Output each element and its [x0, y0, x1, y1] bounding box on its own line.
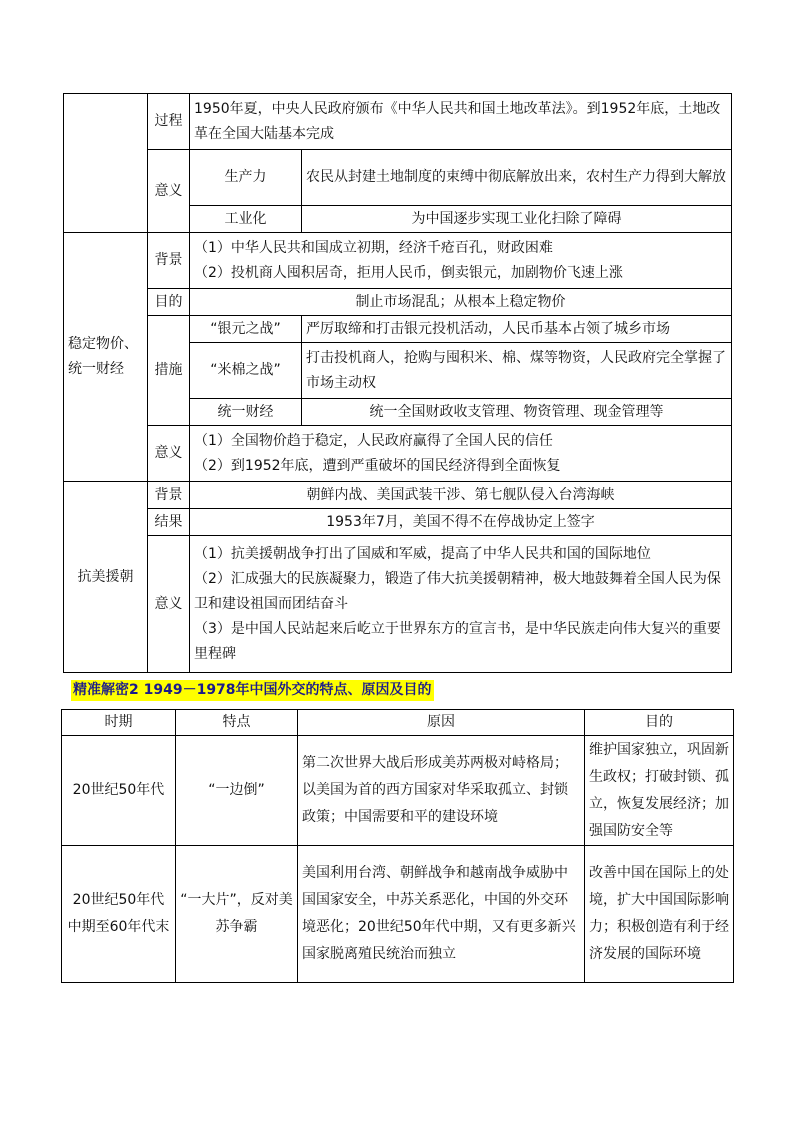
table-row: [64, 482, 732, 509]
header-reason: 原因: [298, 710, 585, 736]
silver-battle-label: “银元之战”: [190, 316, 302, 343]
table-row: [64, 426, 732, 482]
background-item: （1）中华人民共和国成立初期，经济千疮百孔，财政困难: [194, 239, 553, 256]
process-label: 过程: [148, 94, 190, 150]
meaning-label: 意义: [148, 426, 190, 482]
meaning-text: [190, 426, 732, 482]
productivity-text: 农民从封建土地制度的束缚中彻底解放出来，农村生产力得到大解放: [302, 150, 732, 206]
header-goal: 目的: [585, 710, 734, 736]
process-text: 1950年夏，中央人民政府颁布《中华人民共和国土地改革法》。到1952年底，土地改革在全国大陆基本完成: [190, 94, 732, 150]
background-label: 背景: [148, 482, 190, 509]
table-row: [64, 509, 732, 536]
reason-cell: 美国利用台湾、朝鲜战争和越南战争威胁中国国家安全，中苏关系恶化，中国的外交环境恶化；20世纪50年代中期，又有更多新兴国家脱离殖民统治而独立: [298, 846, 585, 983]
background-item: （2）投机商人囤积居奇，拒用人民币，倒卖银元，加剧物价飞速上涨: [194, 264, 623, 281]
purpose-label: 目的: [148, 289, 190, 316]
topic-stabilize-prices: 稳定物价、统一财经: [64, 233, 148, 482]
meaning-item: （1）全国物价趋于稳定，人民政府赢得了全国人民的信任: [194, 432, 553, 449]
silver-battle-text: 严厉取缔和打击银元投机活动，人民币基本占领了城乡市场: [302, 316, 732, 343]
background-text: [190, 233, 732, 289]
meaning-text: [190, 536, 732, 673]
measures-label: 措施: [148, 316, 190, 426]
table-row: [62, 736, 734, 846]
diplomacy-table: [61, 709, 734, 983]
goal-cell: 改善中国在国际上的处境，扩大中国国际影响力；积极创造有利于经济发展的国际环境: [585, 846, 734, 983]
unify-finance-text: 统一全国财政收支管理、物资管理、现金管理等: [302, 399, 732, 426]
purpose-text: 制止市场混乱；从根本上稳定物价: [190, 289, 732, 316]
header-feature: 特点: [176, 710, 298, 736]
meaning-label: 意义: [148, 536, 190, 673]
meaning-item: （1）抗美援朝战争打出了国威和军威，提高了中华人民共和国的国际地位: [194, 545, 651, 562]
table-row: [64, 150, 732, 206]
table-row: [64, 233, 732, 289]
table-row: [62, 846, 734, 983]
history-table: [63, 93, 732, 673]
table-row: [64, 536, 732, 673]
topic-korea: 抗美援朝: [64, 482, 148, 673]
header-period: 时期: [62, 710, 176, 736]
result-text: 1953年7月，美国不得不在停战协定上签字: [190, 509, 732, 536]
section-heading: 精准解密2 1949－1978年中国外交的特点、原因及目的: [71, 680, 434, 701]
feature-cell: “一大片”，反对美苏争霸: [176, 846, 298, 983]
background-label: 背景: [148, 233, 190, 289]
productivity-label: 生产力: [190, 150, 302, 206]
industrialization-label: 工业化: [190, 206, 302, 233]
unify-finance-label: 统一财经: [190, 399, 302, 426]
table-header-row: [62, 710, 734, 736]
meaning-item: （2）汇成强大的民族凝聚力，锻造了伟大抗美援朝精神，极大地鼓舞着全国人民为保卫和建设祖国而团结奋斗: [194, 570, 721, 612]
period-cell: 20世纪50年代中期至60年代末: [62, 846, 176, 983]
meaning-item: （3）是中国人民站起来后屹立于世界东方的宣言书，是中华民族走向伟大复兴的重要里程碑: [194, 620, 721, 662]
background-text: 朝鲜内战、美国武装干涉、第七舰队侵入台湾海峡: [190, 482, 732, 509]
meaning-item: （2）到1952年底，遭到严重破坏的国民经济得到全面恢复: [194, 457, 561, 474]
meaning-label: 意义: [148, 150, 190, 233]
table-row: [64, 94, 732, 150]
rice-cotton-battle-text: 打击投机商人，抢购与囤积米、棉、煤等物资，人民政府完全掌握了市场主动权: [302, 343, 732, 399]
topic-cell-land-reform: [64, 94, 148, 233]
feature-cell: “一边倒”: [176, 736, 298, 846]
table-row: [64, 316, 732, 343]
result-label: 结果: [148, 509, 190, 536]
industrialization-text: 为中国逐步实现工业化扫除了障碍: [302, 206, 732, 233]
table-row: [64, 289, 732, 316]
goal-cell: 维护国家独立，巩固新生政权；打破封锁、孤立，恢复发展经济；加强国防安全等: [585, 736, 734, 846]
rice-cotton-battle-label: “米棉之战”: [190, 343, 302, 399]
period-cell: 20世纪50年代: [62, 736, 176, 846]
reason-cell: 第二次世界大战后形成美苏两极对峙格局；以美国为首的西方国家对华采取孤立、封锁政策；中国需要和平的建设环境: [298, 736, 585, 846]
